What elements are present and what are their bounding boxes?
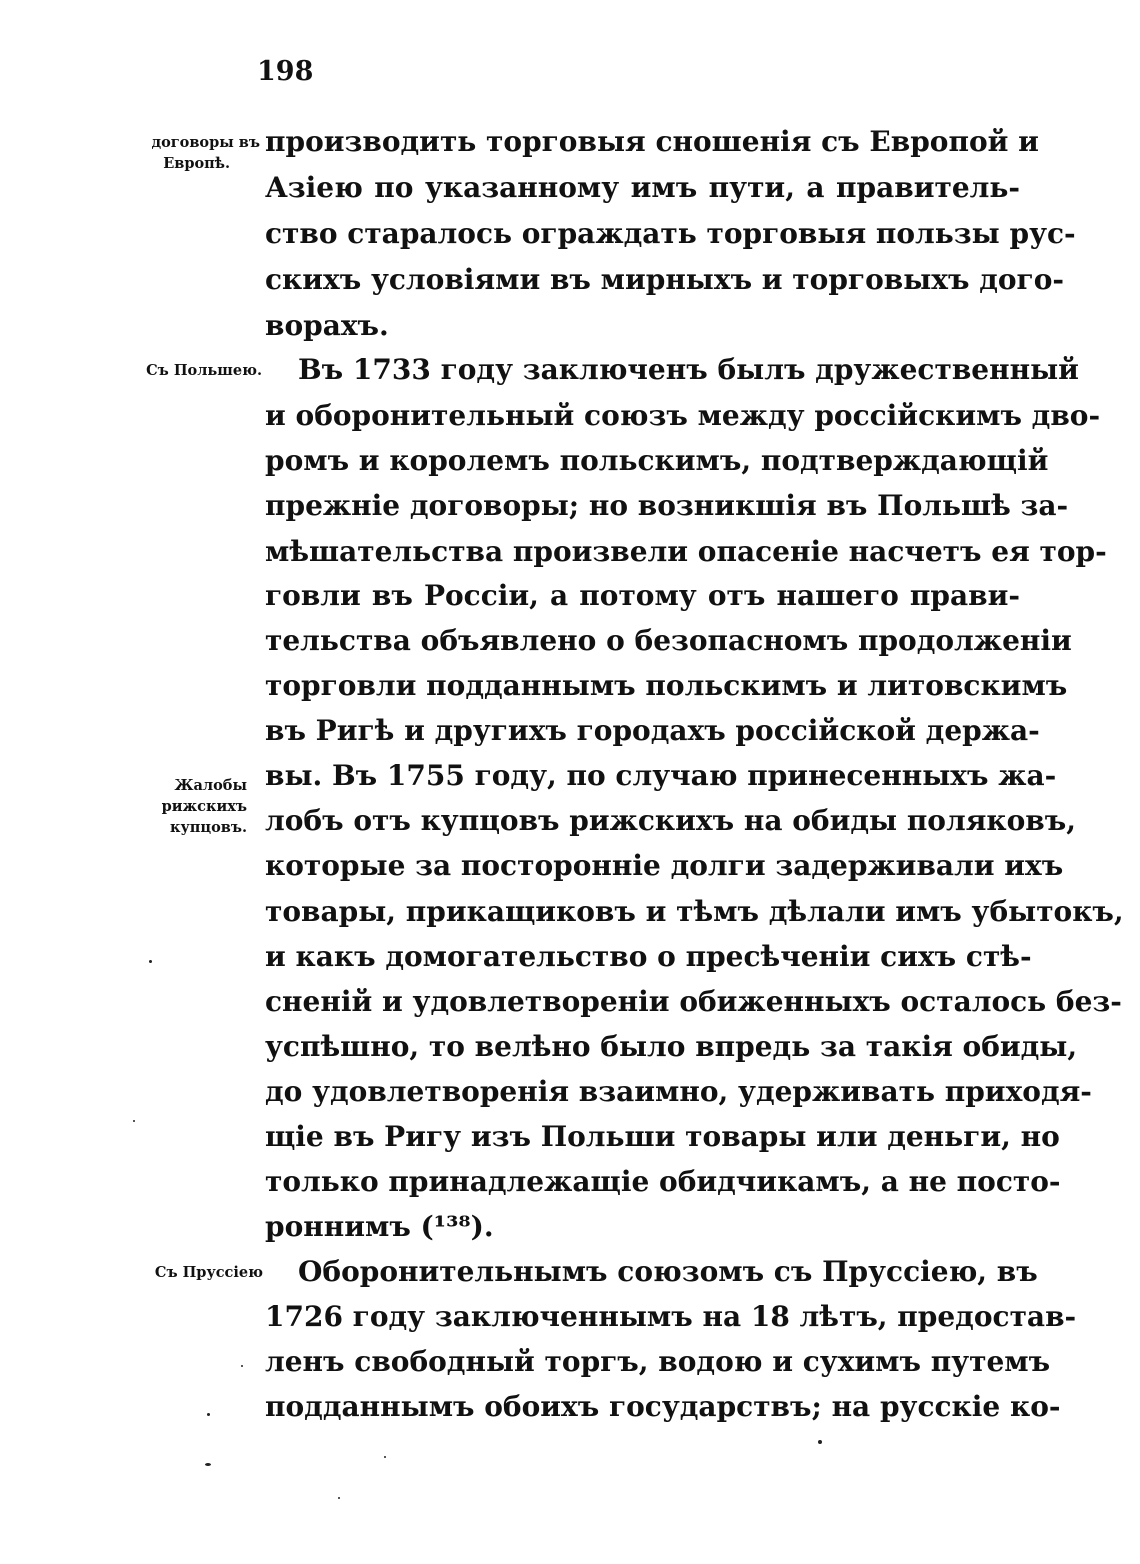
page-number: 198 — [257, 56, 314, 87]
text-line: роннимъ (¹³⁸). — [265, 1210, 494, 1243]
scan-speck — [149, 960, 152, 963]
margin-note-riga-complaints — [162, 775, 247, 838]
text-line: вы. Въ 1755 году, по случаю принесенныхъ жа- — [265, 759, 1057, 792]
text-line: которые за посторонніе долги задерживали ихъ — [265, 849, 1064, 882]
text-line: скихъ условіями въ мирныхъ и торговыхъ дого- — [265, 263, 1064, 296]
scan-speck — [205, 1463, 211, 1466]
text-line: и какъ домогательство о пресѣченіи сихъ стѣ- — [265, 940, 1032, 973]
scan-speck — [241, 1365, 243, 1367]
margin-note-line: Съ Пруссiею — [154, 1264, 263, 1281]
margin-note-europe — [151, 132, 260, 174]
text-line: до удовлетворенія взаимно, удерживать приходя- — [265, 1075, 1092, 1108]
margin-note-line: рижскихъ — [161, 798, 247, 815]
text-line: Оборонительнымъ союзомъ съ Пруссіею, въ — [298, 1255, 1038, 1288]
text-line: ромъ и королемъ польскимъ, подтверждающій — [265, 444, 1049, 477]
margin-note-line: Европѣ. — [163, 155, 230, 172]
text-line: ство старалось ограждать торговыя пользы рус- — [265, 217, 1076, 250]
scan-speck — [133, 1120, 135, 1122]
text-line: сненій и удовлетвореніи обиженныхъ осталось без- — [265, 985, 1122, 1018]
text-line: и оборонительный союзъ между россійскимъ дво- — [265, 399, 1101, 432]
text-line: тельства объявлено о безопасномъ продолженіи — [265, 624, 1072, 657]
text-line: товары, прикащиковъ и тѣмъ дѣлали имъ убытокъ, — [265, 895, 1124, 928]
scan-speck — [818, 1440, 822, 1444]
margin-note-line: договоры въ — [151, 134, 260, 151]
scan-speck — [207, 1413, 210, 1416]
text-line: Азіею по указанному имъ пути, а правитель- — [265, 171, 1020, 204]
text-line: 1726 году заключеннымъ на 18 лѣтъ, предостав- — [265, 1300, 1077, 1333]
text-line: успѣшно, то велѣно было впредь за такія обиды, — [265, 1030, 1078, 1063]
margin-note-prussia — [155, 1262, 263, 1283]
text-line: только принадлежащіе обидчикамъ, а не посто- — [265, 1165, 1061, 1198]
text-line: прежніе договоры; но возникшія въ Польшѣ за- — [265, 489, 1069, 522]
text-line: мѣшательства произвели опасеніе насчетъ ея тор- — [265, 535, 1107, 568]
text-line: ворахъ. — [265, 309, 389, 342]
scan-speck — [338, 1497, 340, 1499]
margin-note-line: Съ Польшею. — [146, 362, 262, 379]
margin-note-line: купцовъ. — [170, 819, 247, 836]
text-line: говли въ Россіи, а потому отъ нашего прави- — [265, 579, 1020, 612]
text-line: торговли подданнымъ польскимъ и литовскимъ — [265, 669, 1068, 702]
text-line: въ Ригѣ и другихъ городахъ россійской держа- — [265, 714, 1040, 747]
text-line: подданнымъ обоихъ государствъ; на русскіе ко- — [265, 1390, 1061, 1423]
text-line: ленъ свободный торгъ, водою и сухимъ путемъ — [265, 1345, 1051, 1378]
text-line: Въ 1733 году заключенъ былъ дружественный — [298, 353, 1079, 386]
margin-note-line: Жалобы — [174, 777, 247, 794]
text-line: щіе въ Ригу изъ Польши товары или деньги, но — [265, 1120, 1060, 1153]
margin-note-poland — [146, 360, 262, 381]
scan-speck — [384, 1456, 386, 1458]
text-line: производить торговыя сношенія съ Европой и — [265, 125, 1039, 158]
text-line: лобъ отъ купцовъ рижскихъ на обиды поляковъ, — [265, 804, 1076, 837]
